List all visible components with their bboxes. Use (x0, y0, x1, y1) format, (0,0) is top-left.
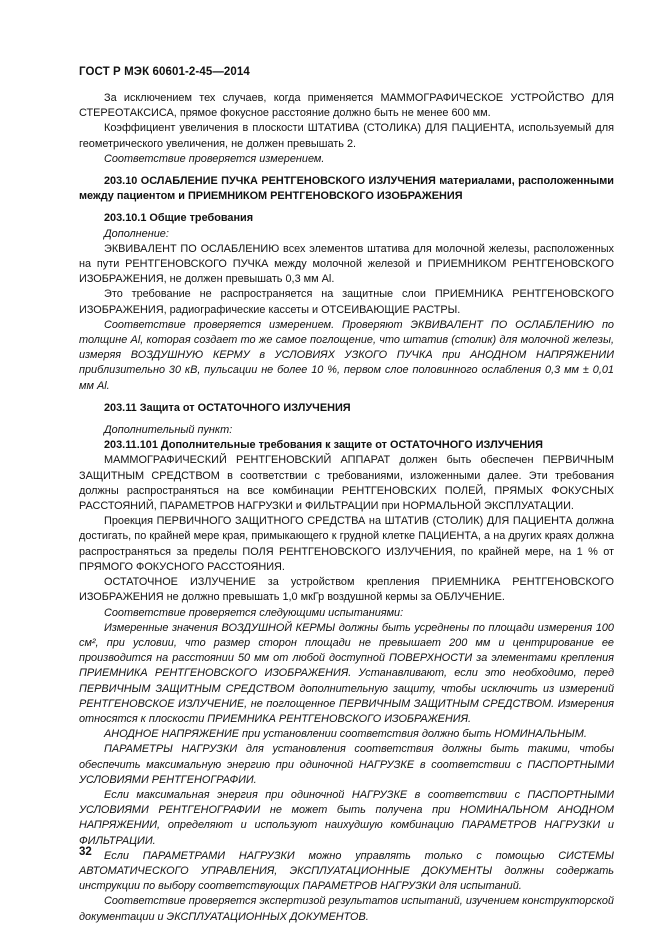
document-header: ГОСТ Р МЭК 60601-2-45—2014 (79, 66, 250, 78)
test-paragraph: Если максимальная энергия при одиночной НАГРУЗКЕ в соответствии с ПАСПОРТНЫМИ УСЛОВИЯМИ РЕНТГЕНОГРАФИИ не может быть получена при НОМИНАЛЬНОМ АНОДНОМ НАПРЯЖЕНИИ, определяют и используют наихудшую комбинацию ПАРАМЕТРОВ НАГРУЗКИ и ФИЛЬТРАЦИИ. (79, 788, 614, 847)
compliance-note: Соответствие проверяется измерением. (104, 152, 325, 165)
paragraph: ОСТАТОЧНОЕ ИЗЛУЧЕНИЕ за устройством крепления ПРИЕМНИКА РЕНТГЕНОВСКОГО ИЗОБРАЖЕНИЯ не должно превышать 1,0 мкГр воздушной кермы за ОБЛУЧЕНИЕ. (79, 576, 614, 604)
test-paragraph: Измеренные значения ВОЗДУШНОЙ КЕРМЫ должны быть усреднены по площади измерения 100 см², при условии, что размер сторон площади не превышает 200 мм и центрирование ее производится на расстоянии 50 мм от любой доступной ПОВЕРХНОСТИ за элементами крепления ПРИЕМНИКА РЕНТГЕНОВСКОГО ИЗОБРАЖЕНИЯ. Устанавливают, если это необходимо, перед ПЕРВИЧНЫМ ЗАЩИТНЫМ СРЕДСТВОМ дополнительную защиту, чтобы исключить из измерений РЕНТГЕНОВСКОЕ ИЗЛУЧЕНИЕ, не поглощенное ПЕРВИЧНЫМ ЗАЩИТНЫМ СРЕДСТВОМ. Измерения относятся к плоскости ПРИЕМНИКА РЕНТГЕНОВСКОГО ИЗОБРАЖЕНИЯ. (79, 621, 614, 725)
paragraph: Это требование не распространяется на защитные слои ПРИЕМНИКА РЕНТГЕНОВСКОГО ИЗОБРАЖЕНИЯ, радиографические кассеты и ОТСЕИВАЮЩИЕ РАСТРЫ. (79, 288, 614, 316)
paragraph: МАММОГРАФИЧЕСКИЙ РЕНТГЕНОВСКИЙ АППАРАТ должен быть обеспечен ПЕРВИЧНЫМ ЗАЩИТНЫМ СРЕДСТВОМ в соответствии с требованиями, изложенными далее. Эти требования должны распространяться на все комбинации РЕНТГЕНОВСКИХ ПОЛЕЙ, ПРЯМЫХ ФОКУСНЫХ РАССТОЯНИЙ, ПАРАМЕТРОВ НАГРУЗКИ и ФИЛЬТРАЦИИ при НОРМАЛЬНОЙ ЭКСПЛУАТАЦИИ. (79, 454, 614, 513)
section-heading-203-11: 203.11 Защита от ОСТАТОЧНОГО ИЗЛУЧЕНИЯ (104, 401, 351, 414)
addition-label: Дополнение: (104, 227, 169, 240)
test-paragraph: Если ПАРАМЕТРАМИ НАГРУЗКИ можно управлять только с помощью СИСТЕМЫ АВТОМАТИЧЕСКОГО УПРАВЛЕНИЯ, ЭКСПЛУАТАЦИОННЫЕ ДОКУМЕНТЫ должны содержать инструкции по выбору соответствующих ПАРАМЕТРОВ НАГРУЗКИ для испытаний. (79, 849, 614, 893)
section-heading-203-10: 203.10 ОСЛАБЛЕНИЕ ПУЧКА РЕНТГЕНОВСКОГО ИЗЛУЧЕНИЯ материалами, расположенными между пациентом и ПРИЕМНИКОМ РЕНТГЕНОВСКОГО ИЗОБРАЖЕНИЯ (79, 175, 614, 203)
paragraph: Коэффициент увеличения в плоскости ШТАТИВА (СТОЛИКА) ДЛЯ ПАЦИЕНТА, используемый для геометрического увеличения, не должен превышать 2. (79, 122, 614, 150)
compliance-note: Соответствие проверяется измерением. Проверяют ЭКВИВАЛЕНТ ПО ОСЛАБЛЕНИЮ по толщине Al, которая создает то же самое поглощение, что штатив (столик) для молочной железы, измеряя ВОЗДУШНУЮ КЕРМУ в УСЛОВИЯХ УЗКОГО ПУЧКА при АНОДНОМ НАПРЯЖЕНИИ приблизительно 30 кВ, пульсации не более 10 %, первом слое половинного ослабления 0,3 мм ± 0,01 мм Al. (79, 318, 614, 392)
compliance-note: Соответствие проверяется экспертизой результатов испытаний, изучением конструкторской документации и ЭКСПЛУАТАЦИОННЫХ ДОКУМЕНТОВ. (79, 895, 614, 923)
test-paragraph: АНОДНОЕ НАПРЯЖЕНИЕ при установлении соответствия должно быть НОМИНАЛЬНЫМ. (104, 728, 587, 741)
paragraph: Проекция ПЕРВИЧНОГО ЗАЩИТНОГО СРЕДСТВА на ШТАТИВ (СТОЛИК) ДЛЯ ПАЦИЕНТА должна достигать, по крайней мере края, примыкающего к грудной клетке ПАЦИЕНТА, а на других краях должна распространяться за пределы ПОЛЯ РЕНТГЕНОВСКОГО ИЗЛУЧЕНИЯ, по крайней мере, на 1 % от ПРЯМОГО ФОКУСНОГО РАССТОЯНИЯ. (79, 515, 614, 573)
subsection-heading-203-11-101: 203.11.101 Дополнительные требования к защите от ОСТАТОЧНОГО ИЗЛУЧЕНИЯ (104, 439, 543, 452)
subsection-heading-203-10-1: 203.10.1 Общие требования (104, 212, 254, 225)
paragraph: За исключением тех случаев, когда применяется МАММОГРАФИЧЕСКОЕ УСТРОЙСТВО ДЛЯ СТЕРЕОТАКСИСА, прямое фокусное расстояние должно быть не менее 600 мм. (79, 92, 614, 120)
test-paragraph: ПАРАМЕТРЫ НАГРУЗКИ для установления соответствия должны быть такими, чтобы обеспечить максимальную энергию при одиночной НАГРУЗКЕ в соответствии с ПАСПОРТНЫМИ УСЛОВИЯМИ РЕНТГЕНОГРАФИИ. (79, 743, 614, 786)
paragraph: ЭКВИВАЛЕНТ ПО ОСЛАБЛЕНИЮ всех элементов штатива для молочной железы, расположенных на пути РЕНТГЕНОВСКОГО ПУЧКА между молочной железой и ПРИЕМНИКОМ РЕНТГЕНОВСКОГО ИЗОБРАЖЕНИЯ, не должен превышать 0,3 мм Al. (79, 242, 614, 286)
page-number: 32 (79, 846, 92, 858)
compliance-note: Соответствие проверяется следующими испытаниями: (104, 606, 404, 619)
document-body (79, 91, 614, 925)
additional-clause-label: Дополнительный пункт: (104, 424, 233, 437)
